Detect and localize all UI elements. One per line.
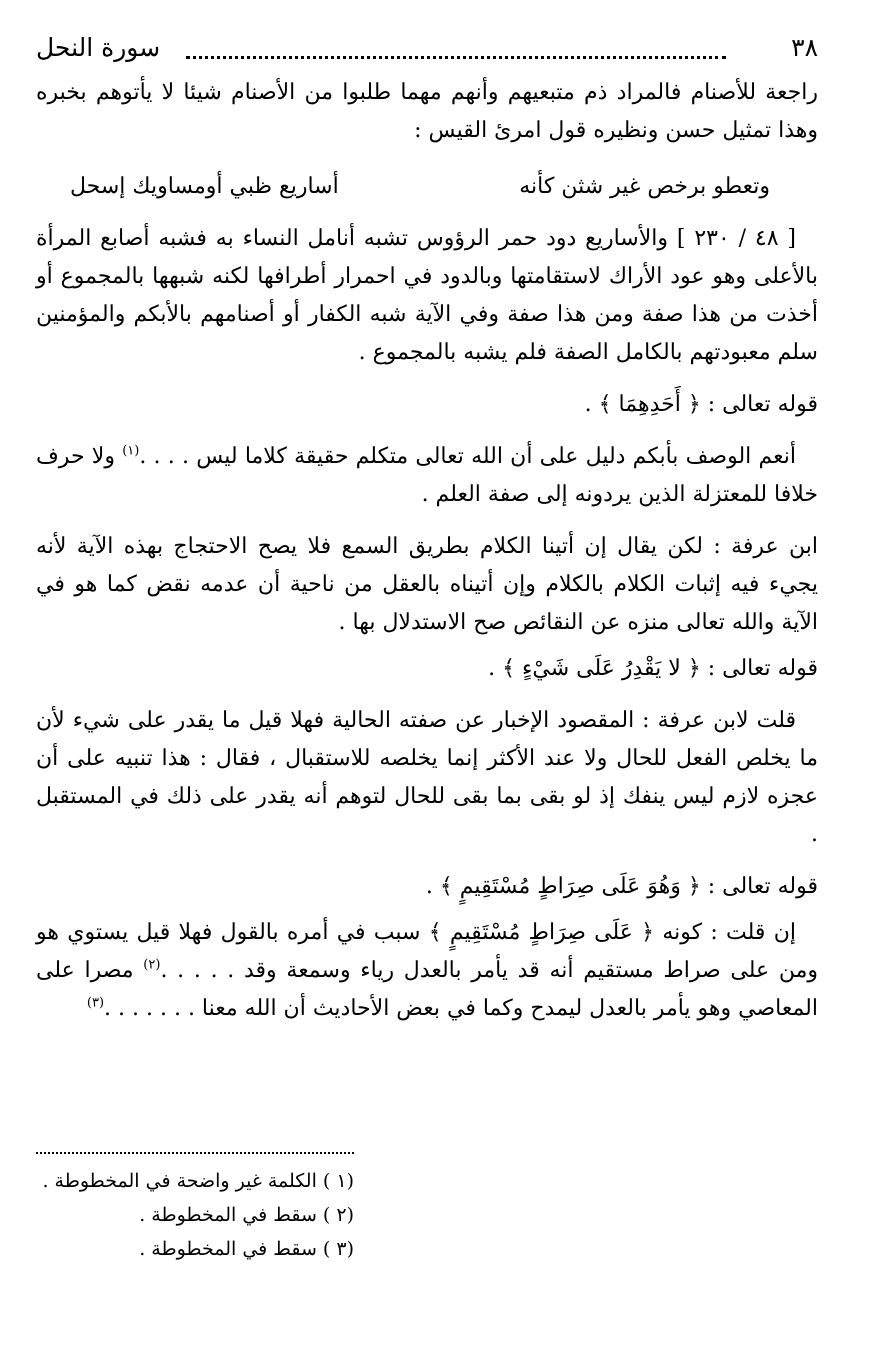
ayah-text: ﴿ وَهُوَ عَلَى صِرَاطٍ مُسْتَقِيمٍ ﴾	[439, 874, 701, 899]
footnote-ref-3: (٣)	[86, 995, 105, 1011]
ayah-text: ﴿ عَلَى صِرَاطٍ مُسْتَقِيمٍ ﴾	[428, 920, 655, 945]
footnote-separator	[36, 1152, 354, 1154]
footnote-ref-2: (٢)	[143, 957, 161, 973]
quran-quote-2	[36, 650, 818, 688]
verse-first-hemistich: وتعطو برخص غير شثن كأنه	[519, 174, 770, 199]
paragraph-2: [ ٤٨ / ٢٣٠ ] والأساريع دود حمر الرؤوس تشبه أنامل النساء به فشبه أصابع المرأة بالأعلى وهو عود الأراك لاستقامتها وبالدود في احمرار أطرافها لكنه شبهها بالمجموع أو أخذت من هذا صفة ومن هذا صفة وفي الآية شبه الكفار أو أصنامهم بالأبكم والمؤمنين سلم معبودتهم بالكامل الصفة فلم يشبه بالمجموع .	[36, 226, 818, 365]
ayah-text: ﴿ أَحَدِهِمَا ﴾	[598, 392, 701, 417]
quote-suffix: .	[584, 392, 592, 417]
ayah-text: ﴿ لا يَقْدِرُ عَلَى شَيْءٍ ﴾	[502, 656, 701, 681]
paragraph-6-b: سبب في أمره بالقول فهلا قيل يستوي هو ومن على صراط مستقيم أنه قد يأمر بالعدل رياء وسمعة وقد . . . . .	[36, 920, 818, 983]
footnote-item: (١ ) الكلمة غير واضحة في المخطوطة .	[42, 1170, 354, 1192]
page-content	[36, 26, 818, 1028]
paragraph-3	[36, 438, 818, 514]
quote-suffix: .	[488, 656, 496, 681]
footnote-ref-1: (١)	[122, 443, 140, 459]
footnote-item: (٢ ) سقط في المخطوطة .	[139, 1204, 354, 1226]
quote-prefix: قوله تعالى :	[707, 874, 818, 899]
paragraph-4: ابن عرفة : لكن يقال إن أتينا الكلام بطريق السمع فلا يصح الاحتجاج بهذه الآية لأنه يجيء فيه إثبات الكلام بالكلام وإن أتيناه بالعقل من ناحية أن عدمه نقض كما هو في الآية والله تعالى منزه عن النقائص صح الاستدلال بها .	[36, 534, 818, 635]
poetry-verse	[36, 168, 818, 206]
paragraph-1: راجعة للأصنام فالمراد ذم متبعيهم وأنهم مهما طلبوا من الأصنام شيئا لا يأتوهم بخبره وهذا تمثيل حسن ونظيره قول امرئ القيس :	[36, 80, 818, 143]
running-title: سورة النحل	[36, 32, 161, 62]
paragraph-3-main: أنعم الوصف بأبكم دليل على أن الله تعالى متكلم حقيقة كلاما ليس . . . .	[139, 444, 796, 469]
paragraph-6	[36, 914, 818, 1028]
paragraph-3-end: ولا حرف خلافا للمعتزلة الذين يردونه إلى صفة العلم .	[36, 444, 818, 507]
quran-quote-3	[36, 868, 818, 906]
footnote-list	[36, 1164, 818, 1266]
paragraph-6-c: مصرا على المعاصي وهو يأمر بالعدل ليمدح وكما في بعض الأحاديث أن الله معنا . . . . . . .	[36, 958, 818, 1021]
page-number: ٣٨	[791, 32, 818, 62]
quote-prefix: قوله تعالى :	[707, 656, 818, 681]
footnotes-section	[36, 1152, 818, 1266]
footnote-item: (٣ ) سقط في المخطوطة .	[139, 1238, 354, 1260]
paragraph-5: قلت لابن عرفة : المقصود الإخبار عن صفته الحالية فهلا قيل ما يقدر على شيء لأن ما يخلص الفعل للحال ولا عند الأكثر إنما يخلصه للاستقبال ، فقال : هذا تنبيه على أن عجزه لازم ليس ينفك إذ لو بقى بما بقى للحال لتوهم أنه يقدر على ذلك في المستقبل .	[36, 708, 818, 847]
quote-suffix: .	[425, 874, 433, 899]
page-header	[36, 26, 818, 68]
header-dotted-rule	[186, 56, 726, 59]
paragraph-6-a: إن قلت : كونه	[662, 920, 796, 945]
quote-prefix: قوله تعالى :	[707, 392, 818, 417]
verse-second-hemistich: أساريع ظبي أومساويك إسحل	[70, 174, 339, 199]
quran-quote-1	[36, 386, 818, 424]
